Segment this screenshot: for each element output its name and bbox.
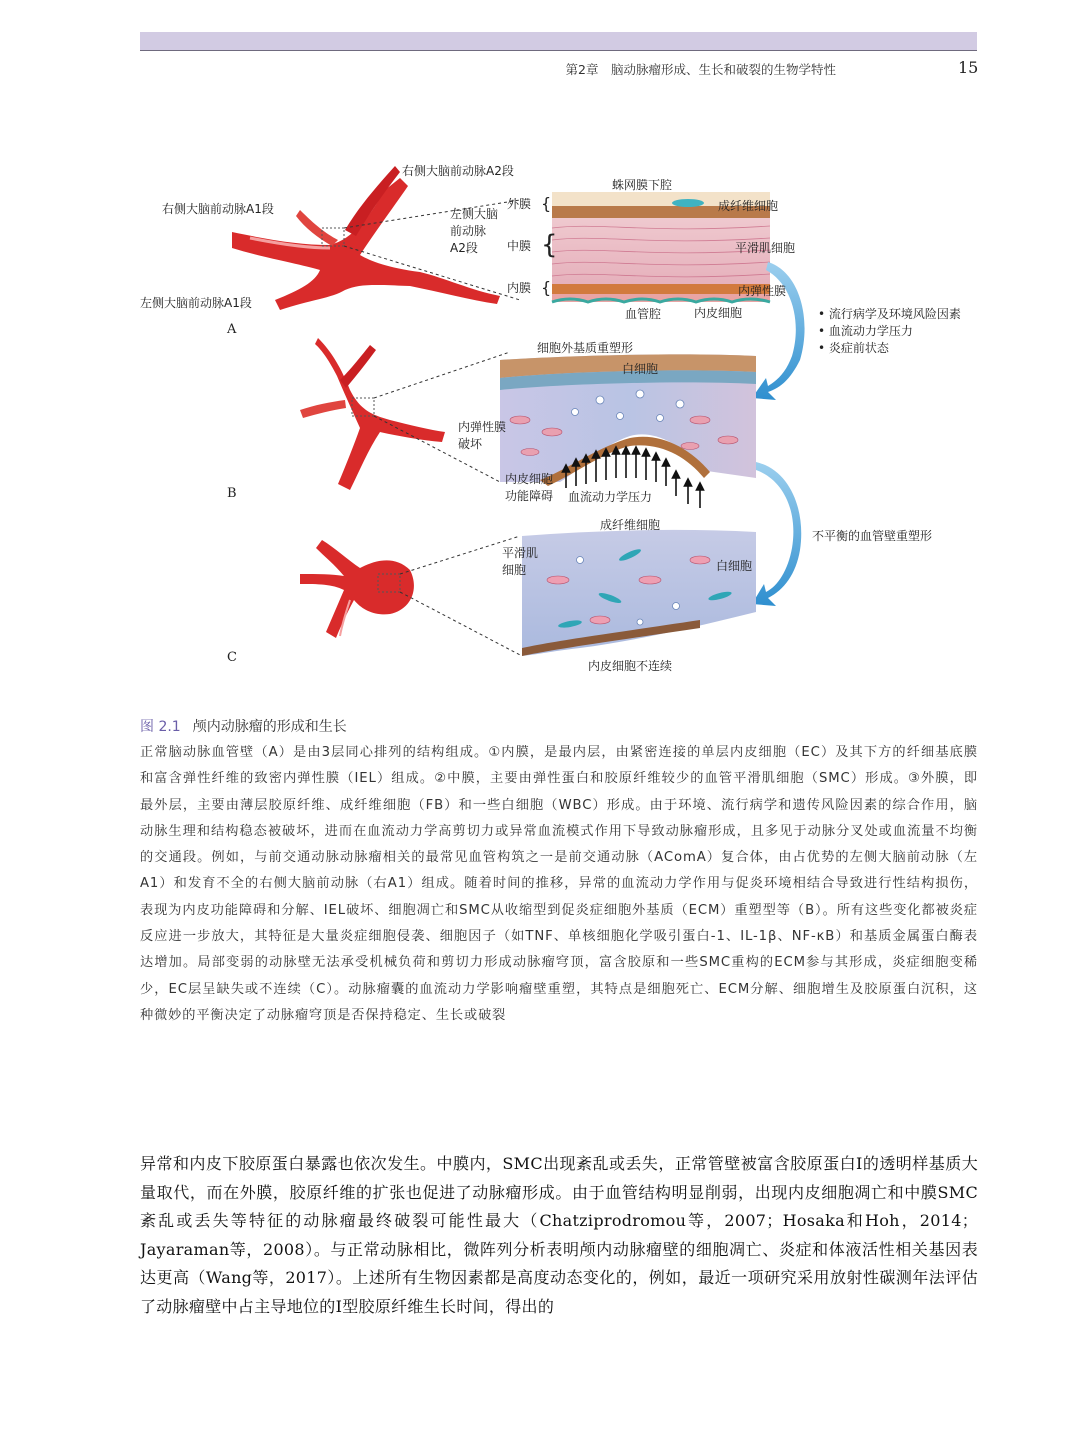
- page-number: 15: [958, 58, 979, 77]
- label-subarachnoid: 蛛网膜下腔: [612, 178, 673, 192]
- label-left-a1: 左侧大脑前动脉A1段: [140, 296, 252, 310]
- label-wbc-b: 白细胞: [622, 362, 659, 376]
- panel-letter-b: B: [227, 486, 237, 501]
- label-lumen: 血管腔: [625, 307, 662, 321]
- label-right-a1: 右侧大脑前动脉A1段: [162, 202, 274, 216]
- label-endothelial: 内皮细胞: [694, 306, 743, 320]
- label-hemodynamic: 血流动力学压力: [568, 490, 653, 504]
- label-iel-break: 内弹性膜破坏: [458, 420, 507, 451]
- body-paragraph: 异常和内皮下胶原蛋白暴露也依次发生。中膜内，SMC出现紊乱或丢失，正常管壁被富含胶原蛋白Ⅰ的透明样基质大量取代，而在外膜，胶原纤维的扩张也促进了动脉瘤形成。由于血管结构明显削弱，出现内皮细胞凋亡和中膜SMC紊乱或丢失等特征的动脉瘤最终破裂可能性最大（Chatziprodromou等，2007；Hosaka和Hoh，2014；Jayaraman等，2008）。与正常动脉相比，微阵列分析表明颅内动脉瘤壁的细胞凋亡、炎症和体液活性相关基因表达更高（Wang等，2017）。上述所有生物因素都是高度动态变化的，例如，最近一项研究采用放射性碳测年法评估了动脉瘤壁中占主导地位的Ⅰ型胶原纤维生长时间，得出的: [140, 1154, 978, 1316]
- figure-caption-title: [140, 716, 347, 736]
- panel-letter-c: C: [227, 650, 237, 665]
- factor-item-3: • 炎症前状态: [818, 341, 889, 355]
- artery-b-illustration: [300, 338, 445, 490]
- label-endo-discontinuous: 内皮细胞不连续: [588, 659, 673, 673]
- label-fibroblast-c: 成纤维细胞: [600, 518, 661, 532]
- artery-c-illustration: [300, 540, 414, 638]
- factor-item-2: • 血流动力学压力: [818, 324, 913, 338]
- factor-item-1: • 流行病学及环境风险因素: [818, 307, 961, 321]
- brace-intima: {: [541, 278, 552, 297]
- figure-caption-body: 正常脑动脉血管壁（A）是由3层同心排列的结构组成。①内膜，是最内层，由紧密连接的单层内皮细胞（EC）及其下方的纤细基底膜和富含弹性纤维的致密内弹性膜（IEL）组成。②中膜，主要由弹性蛋白和胶原纤维较少的血管平滑肌细胞（SMC）形成。③外膜，即最外层，主要由薄层胶原纤维、成纤维细胞（FB）和一些白细胞（WBC）形成。由于环境、流行病学和遗传风险因素的综合作用，脑动脉生理和结构稳态被破坏，进而在血流动力学高剪切力或异常血流模式作用下导致动脉瘤形成，且多见于动脉分叉处或血流量不均衡的交通段。例如，与前交通动脉动脉瘤相关的最常见血管构筑之一是前交通动脉（AComA）复合体，由占优势的左侧大脑前动脉（左A1）和发育不全的右侧大脑前动脉（右A1）组成。随着时间的推移，异常的血流动力学作用与促炎环境相结合导致进行性结构损伤，表现为内皮功能障碍和分解、IEL破坏、细胞凋亡和SMC从收缩型到促炎症细胞外基质（ECM）重塑型等（B）。所有这些变化都被炎症反应进一步放大，其特征是大量炎症细胞侵袭、细胞因子（如TNF、单核细胞化学吸引蛋白-1、IL-1β、NF-κB）和基质金属蛋白酶表达增加。局部变弱的动脉壁无法承受机械负荷和剪切力形成动脉瘤穹顶，富含胶原和一些SMC重构的ECM参与其形成，炎症细胞变稀少，EC层呈缺失或不连续（C）。动脉瘤囊的血流动力学影响瘤壁重塑，其特点是细胞死亡、ECM分解、细胞增生及胶原蛋白沉积，这种微妙的平衡决定了动脉瘤穹顶是否保持稳定、生长或破裂: [140, 745, 978, 1023]
- label-iel: 内弹性膜: [738, 284, 787, 298]
- label-left-a2: 左侧大脑前动脉A2段: [450, 207, 499, 255]
- label-smooth-muscle: 平滑肌细胞: [735, 241, 796, 255]
- label-intima: 内膜: [507, 281, 532, 295]
- label-smc-c: 平滑肌细胞: [502, 546, 539, 577]
- label-endo-dysfunction: 内皮细胞功能障碍: [505, 472, 554, 503]
- label-media: 中膜: [507, 239, 532, 253]
- label-ecm-remodel: 细胞外基质重塑形: [537, 341, 634, 355]
- progression-arrow-2: [752, 462, 801, 606]
- label-fibroblast-a: 成纤维细胞: [718, 199, 779, 213]
- brace-media: {: [541, 230, 558, 260]
- brace-adventitia: {: [541, 194, 552, 213]
- label-right-a2: 右侧大脑前动脉A2段: [402, 164, 514, 178]
- figure-2-1: [0, 0, 1080, 700]
- figure-number: 图 2.1: [140, 719, 181, 735]
- label-wbc-c: 白细胞: [716, 559, 753, 573]
- label-imbalanced-remodel: 不平衡的血管壁重塑形: [812, 529, 933, 543]
- running-header-title: 第2章 脑动脉瘤形成、生长和破裂的生物学特性: [565, 62, 836, 77]
- vessel-wall-c: [522, 530, 756, 656]
- label-adventitia: 外膜: [507, 197, 532, 211]
- figure-title: 颅内动脉瘤的形成和生长: [192, 719, 347, 735]
- panel-letter-a: A: [227, 322, 237, 337]
